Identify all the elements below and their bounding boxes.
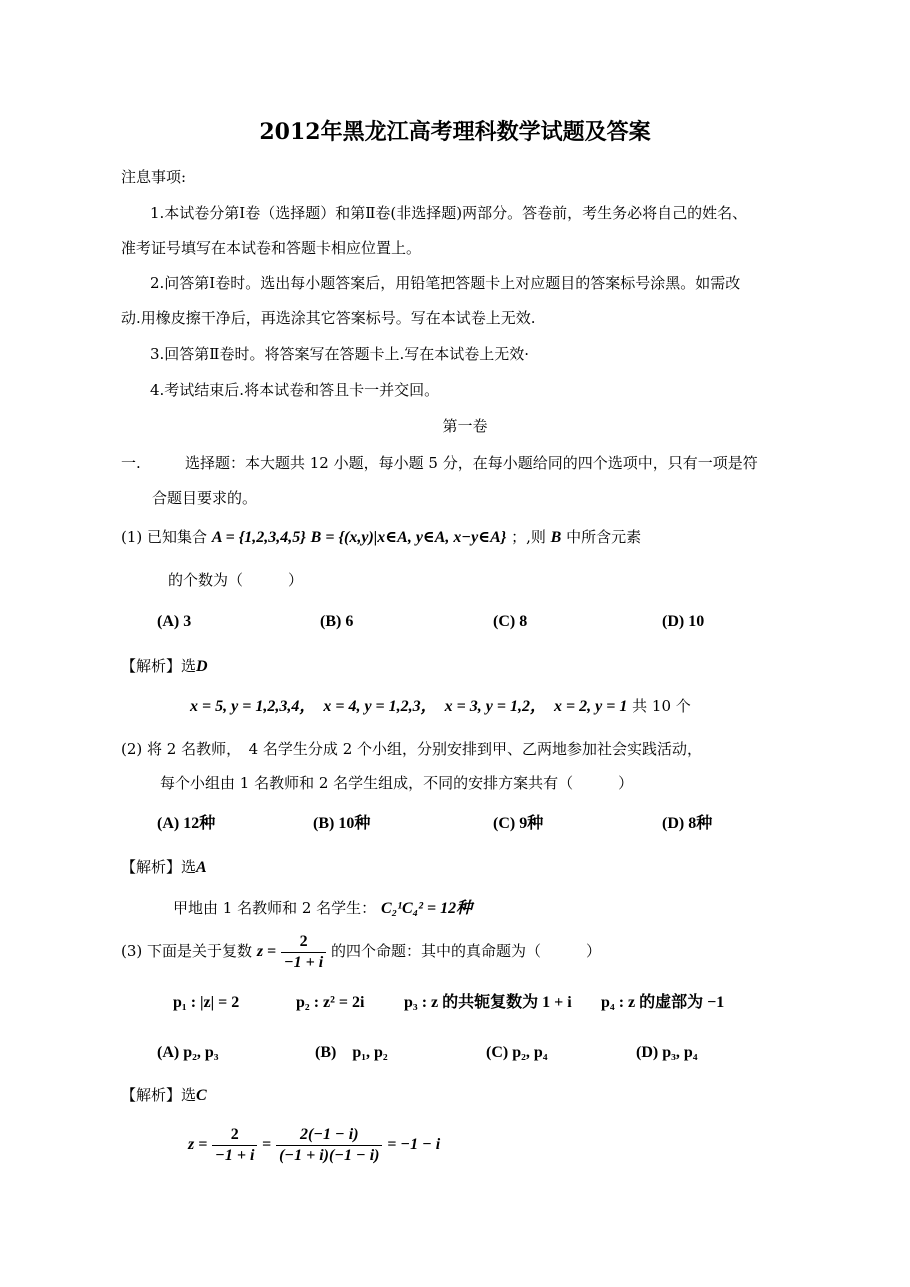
section-title: 第一卷 [442, 417, 488, 435]
question-text: 下面是关于复数 [147, 942, 253, 960]
answer-label [121, 1085, 207, 1106]
notice-item-2: 2.问答第Ⅰ卷时。选出每小题答案后，用铅笔把答题卡上对应题目的答案标号涂黑。如需改 [150, 274, 741, 292]
notice-item-2-cont: 动.用橡皮擦干净后，再选涂其它答案标号。写在本试卷上无效. [121, 309, 536, 327]
option-c: (C) 8 [493, 613, 528, 630]
solution-formula: C₂¹C₄² = 12种 [380, 900, 473, 917]
notice-item-4: 4.考试结束后.将本试卷和答且卡一并交回。 [150, 381, 440, 399]
option-b: (B) p₁, p₂ [315, 1044, 388, 1061]
page-title: 2012年黑龙江高考理科数学试题及答案 [259, 119, 651, 145]
option-d: (D) p₃, p₄ [636, 1044, 698, 1061]
option-b: (B) 6 [320, 613, 354, 630]
notice-heading: 注息事项: [121, 168, 187, 186]
answer-choice: D [196, 658, 208, 675]
fraction-numerator: 2 [212, 1125, 257, 1146]
answer-label [121, 656, 208, 677]
z-equals: z = [256, 943, 277, 960]
solution-line [190, 696, 691, 717]
set-b-formula: B = {(x,y)|x∈A, y∈A, x−y∈A} [310, 529, 507, 546]
option-d: (D) 8种 [662, 815, 713, 832]
solution-lhs: z = [188, 1136, 208, 1153]
part-instruction-cont: 合题目要求的。 [152, 489, 258, 507]
solution-text: 甲地由 1 名教师和 2 名学生： [173, 899, 377, 917]
question-1-cont: 的个数为（ ） [168, 571, 304, 589]
answer-label [121, 857, 207, 878]
answer-choice: A [196, 859, 207, 876]
notice-item-1: 1.本试卷分第Ⅰ卷（选择题）和第Ⅱ卷(非选择题)两部分。答卷前，考生务必将自己的姓名、 [150, 204, 748, 222]
part-number: 一. [121, 454, 141, 472]
fraction-numerator: 2(−1 − i) [276, 1125, 382, 1146]
answer-label-text: 【解析】选 [121, 858, 197, 876]
option-a: (A) p₂, p₃ [157, 1044, 219, 1061]
solution-line [188, 1122, 440, 1167]
solution-fraction-2 [276, 1125, 382, 1166]
answer-choice: C [196, 1087, 207, 1104]
question-2 [121, 739, 702, 759]
question-number: (2) [121, 740, 143, 758]
option-d: (D) 10 [662, 613, 705, 630]
question-1 [121, 527, 641, 548]
question-text: 中所含元素 [566, 528, 642, 546]
proposition-4: p₄ : z 的虚部为 −1 [601, 994, 725, 1011]
option-b: (B) 10种 [313, 815, 371, 832]
option-a: (A) 3 [157, 613, 192, 630]
proposition-1: p₁ : |z| = 2 [173, 994, 240, 1011]
solution-rhs: = −1 − i [387, 1136, 441, 1153]
proposition-3: p₃ : z 的共轭复数为 1 + i [404, 994, 572, 1011]
notice-item-3: 3.回答第Ⅱ卷时。将答案写在答题卡上.写在本试卷上无效· [150, 345, 530, 363]
option-c: (C) p₂, p₄ [486, 1044, 548, 1061]
solution-formula: x = 5, y = 1,2,3,4， x = 4, y = 1,2,3， x = 3, y = 1,2， x = 2, y = 1 [190, 698, 628, 715]
set-a-formula: A = {1,2,3,4,5} [211, 529, 306, 546]
fraction-denominator: −1 + i [215, 1146, 255, 1164]
fraction-denominator: −1 + i [283, 953, 324, 971]
set-b-variable: B [550, 529, 562, 546]
question-text: ；,则 [511, 528, 546, 546]
question-text: 已知集合 [147, 528, 208, 546]
question-text: 将 2 名教师， 4 名学生分成 2 个小组，分别安排到甲、乙两地参加社会实践活动， [147, 740, 703, 758]
option-a: (A) 12种 [157, 815, 216, 832]
answer-label-text: 【解析】选 [121, 657, 197, 675]
notice-item-1-cont: 准考证号填写在本试卷和答题卡相应位置上。 [121, 239, 422, 257]
answer-label-text: 【解析】选 [121, 1086, 197, 1104]
question-number: (3) [121, 942, 143, 960]
solution-line [173, 898, 472, 919]
question-text: 的四个命题：其中的真命题为（ ） [331, 942, 602, 960]
proposition-2: p₂ : z² = 2i [296, 994, 365, 1011]
fraction-numerator: 2 [281, 932, 326, 953]
option-c: (C) 9种 [493, 815, 544, 832]
question-2-cont: 每个小组由 1 名教师和 2 名学生组成，不同的安排方案共有（ ） [160, 774, 634, 792]
part-instruction: 选择题：本大题共 12 小题，每小题 5 分，在每小题给同的四个选项中，只有一项是符 [185, 454, 758, 472]
equals-sign: = [262, 1136, 272, 1153]
solution-fraction-1 [212, 1125, 257, 1166]
fraction-denominator: (−1 + i)(−1 − i) [279, 1146, 380, 1164]
question-3 [121, 930, 601, 973]
solution-text: 共 10 个 [632, 697, 691, 715]
question-number: (1) [121, 528, 143, 546]
z-fraction [281, 932, 326, 973]
